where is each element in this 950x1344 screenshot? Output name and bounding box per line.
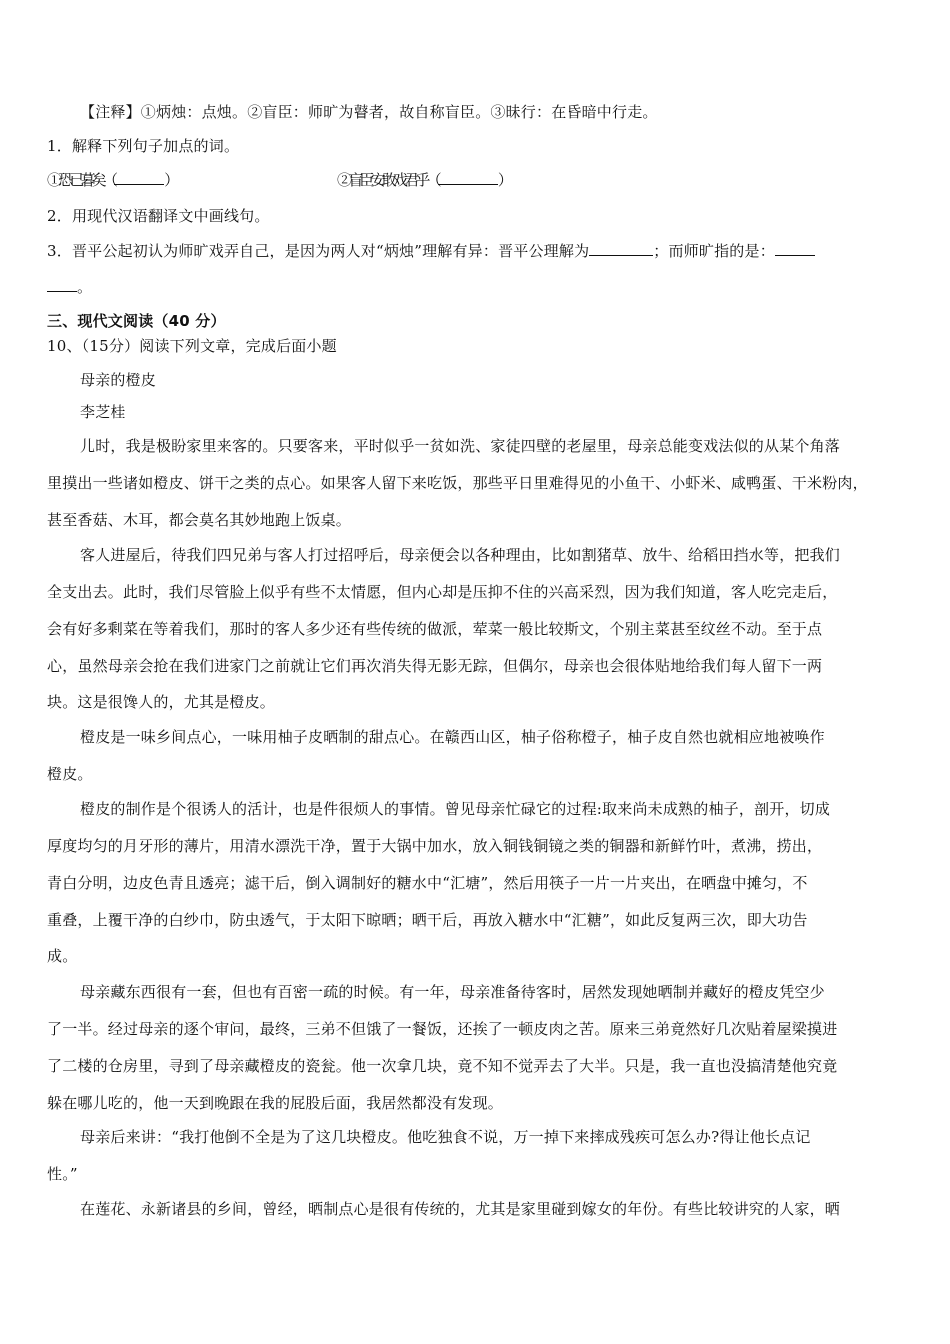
question-3-blank-2[interactable] [775,241,815,256]
article-line: 性。” [47,1165,78,1183]
article-line: 心，虽然母亲会抢在我们进家门之前就让它们再次消失得无影无踪，但偶尔，母亲也会很体贴地给我们每人留下一两 [47,657,823,675]
article-line: 在莲花、永新诸县的乡间，曾经，晒制点心是很有传统的，尤其是家里碰到嫁女的年份。有些比较讲究的人家，晒 [80,1200,841,1218]
annotation-note: 【注释】①炳烛：点烛。②盲臣：师旷为瞽者，故自称盲臣。③昧行：在昏暗中行走。 [80,103,658,121]
question-3-cont [47,277,92,297]
article-line: 青白分明，边皮色青且透亮；滤干后，倒入调制好的糖水中“汇塘”，然后用筷子一片一片夹出，在晒盘中摊匀，不 [47,874,808,892]
question-1a-close: ） [164,171,176,189]
article-line: 重叠，上覆干净的白纱巾，防虫透气，于太阳下晾晒；晒干后，再放入糖水中“汇糖”，如此反复两三次，即大功告 [47,911,808,929]
question-1b-text: ②盲臣安敢戏君乎（ [337,171,438,189]
question-1a-blank[interactable] [114,170,164,185]
question-3-mid: ；而师旷指的是： [653,242,775,260]
article-line: 橙皮的制作是个很诱人的活计，也是件很烦人的事情。曾见母亲忙碌它的过程:取来尚未成熟的柚子，剖开，切成 [80,800,831,818]
article-line: 儿时，我是极盼家里来客的。只要客来，平时似乎一贫如洗、家徒四壁的老屋里，母亲总能变戏法似的从某个角落 [80,437,841,455]
article-line: 橙皮是一味乡间点心，一味用柚子皮晒制的甜点心。在赣西山区，柚子俗称橙子，柚子皮自然也就相应地被唤作 [80,728,825,746]
article-line: 全支出去。此时，我们尽管脸上似乎有些不太情愿，但内心却是压抑不住的兴高采烈，因为我们知道，客人吃完走后， [47,583,838,601]
article-line: 母亲藏东西很有一套，但也有百密一疏的时候。有一年，母亲准备待客时，居然发现她晒制并藏好的橙皮凭空少 [80,983,825,1001]
question-1-items [47,170,907,190]
article-line: 躲在哪儿吃的，他一天到晚跟在我的屁股后面，我居然都没有发现。 [47,1094,504,1112]
article-line: 会有好多剩菜在等着我们，那时的客人多少还有些传统的做派，荤菜一般比较斯文，个别主菜甚至纹丝不动。至于点 [47,620,823,638]
article-line: 母亲后来讲：“我打他倒不全是为了这几块橙皮。他吃独食不说，万一掉下来摔成残疾可怎么办?得让他长点记 [80,1128,811,1146]
article-line: 了一半。经过母亲的逐个审问，最终，三弟不但饿了一餐饭，还挨了一顿皮肉之苦。原来三弟竟然好几次贴着屋梁摸进 [47,1020,838,1038]
question-1b-blank[interactable] [438,170,498,185]
question-10: 10、（15分）阅读下列文章，完成后面小题 [47,337,337,355]
article-author: 李芝桂 [80,403,126,421]
article-line: 了二楼的仓房里，寻到了母亲藏橙皮的瓷瓮。他一次拿几块，竟不知不觉弄去了大半。只是，我一直也没搞清楚他究竟 [47,1057,838,1075]
question-1a-text: ①恐已暮矣（ [47,171,115,189]
article-line: 成。 [47,947,78,965]
question-1b-close: ） [497,171,510,189]
question-2: 2．用现代汉语翻译文中画线句。 [47,207,270,225]
article-line: 厚度均匀的月牙形的薄片，用清水漂洗干净，置于大锅中加水，放入铜钱铜镜之类的铜器和新鲜竹叶，煮沸，捞出， [47,837,823,855]
question-3-blank-2-cont[interactable] [47,277,77,292]
article-line: 块。这是很馋人的，尤其是橙皮。 [47,693,276,711]
question-3-blank-1[interactable] [589,241,653,256]
article-line: 甚至香菇、木耳，都会莫名其妙地跑上饭桌。 [47,511,352,529]
question-3-end: 。 [77,278,93,296]
question-3 [47,241,815,261]
article-line: 橙皮。 [47,765,93,783]
article-line: 客人进屋后，待我们四兄弟与客人打过招呼后，母亲便会以各种理由，比如割猪草、放牛、给稻田挡水等，把我们 [80,546,841,564]
question-1: 1．解释下列句子加点的词。 [47,137,240,155]
question-1b [337,170,509,190]
section-heading: 三、现代文阅读（40 分） [47,312,226,330]
article-title: 母亲的橙皮 [80,371,157,389]
question-3-text: 3．晋平公起初认为师旷戏弄自己，是因为两人对“炳烛”理解有异：晋平公理解为 [47,242,590,260]
article-line: 里摸出一些诸如橙皮、饼干之类的点心。如果客人留下来吃饭，那些平日里难得见的小鱼干、小虾米、咸鸭蛋、干米粉肉， [47,474,868,492]
